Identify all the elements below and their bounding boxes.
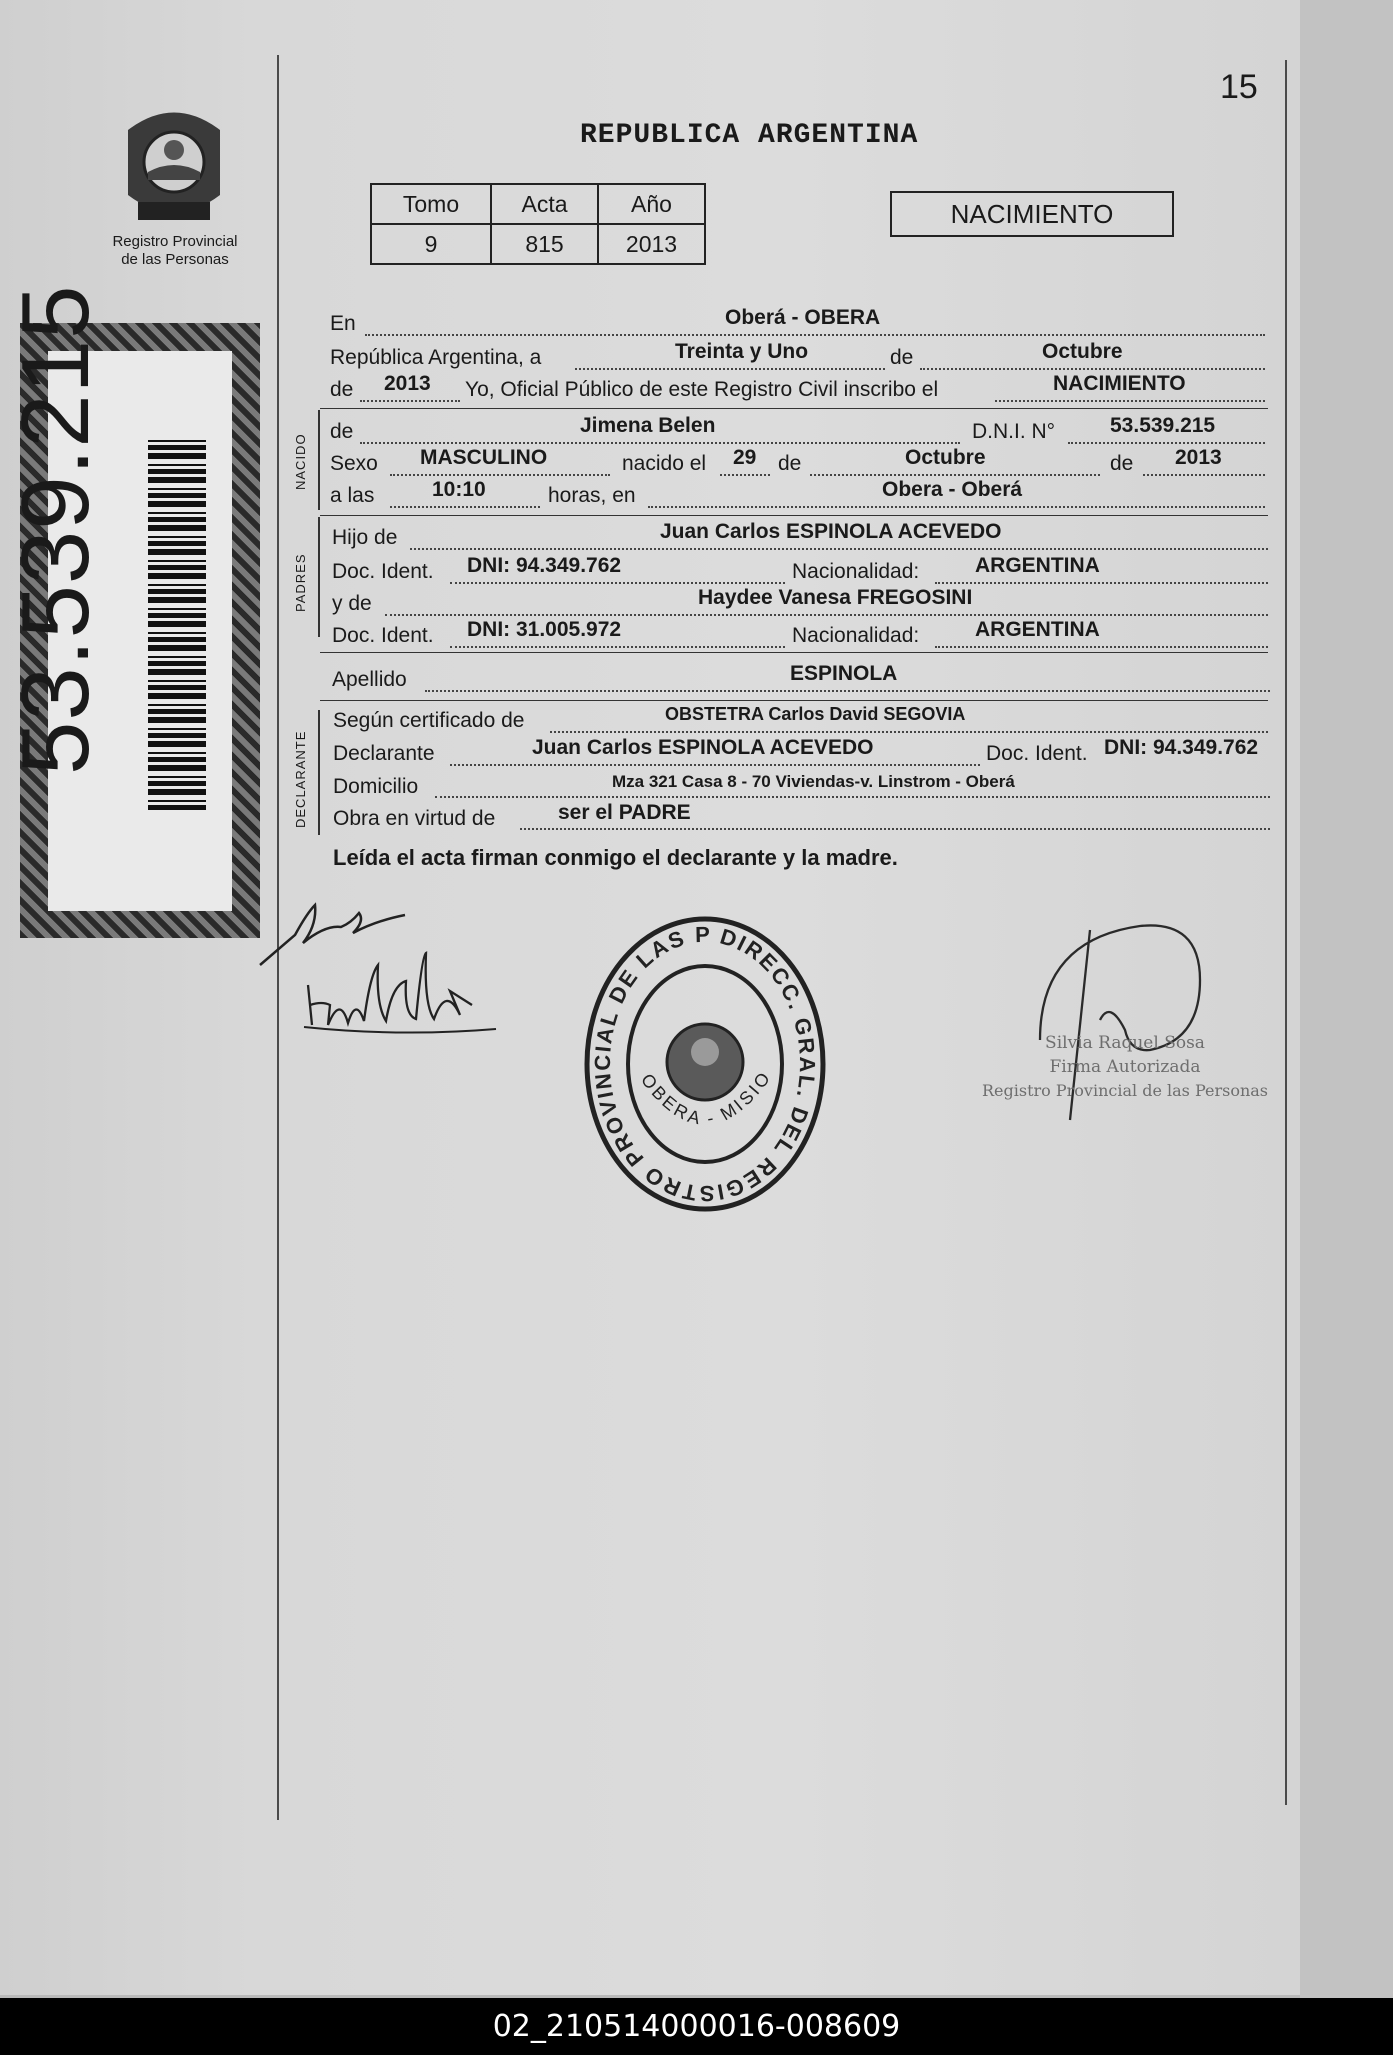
authority-title: Firma Autorizada	[1049, 1057, 1201, 1077]
dotted-line	[360, 442, 960, 444]
apellido-value: ESPINOLA	[790, 662, 898, 685]
province-logo	[118, 100, 230, 228]
dotted-line	[1143, 474, 1265, 476]
mother-name-value: Haydee Vanesa FREGOSINI	[698, 586, 973, 609]
dotted-line	[995, 400, 1265, 402]
sticker-barcode	[148, 440, 206, 810]
year-value: 2013	[384, 372, 431, 395]
scan-footer-id: 02_210514000016-008609	[0, 1998, 1393, 2055]
dotted-line	[425, 690, 1270, 692]
father-name-value: Juan Carlos ESPINOLA ACEVEDO	[660, 520, 1002, 543]
hijo-de-label: Hijo de	[332, 526, 398, 549]
mother-nat-value: ARGENTINA	[975, 618, 1100, 641]
sex-value: MASCULINO	[420, 446, 548, 469]
declarante-doc-value: DNI: 94.349.762	[1104, 736, 1259, 759]
dotted-line	[360, 400, 460, 402]
capacity-value: ser el PADRE	[558, 801, 691, 824]
dotted-line	[1068, 442, 1265, 444]
de-label: de	[890, 346, 914, 369]
birth-year-value: 2013	[1175, 446, 1222, 469]
record-header-tomo: Tomo	[371, 184, 491, 224]
birth-de-label: de	[778, 452, 802, 475]
right-rule	[1285, 60, 1287, 1805]
dotted-line	[450, 582, 785, 584]
dotted-line	[550, 731, 1268, 733]
obra-label: Obra en virtud de	[333, 807, 496, 830]
dotted-line	[450, 646, 785, 648]
day-words-value: Treinta y Uno	[675, 340, 809, 363]
declarante-label: Declarante	[333, 742, 435, 765]
dotted-line	[935, 582, 1268, 584]
padres-section-label: PADRES	[293, 553, 308, 612]
dni-label: D.N.I. N°	[972, 420, 1056, 443]
logo-caption	[95, 233, 255, 269]
father-nat-value: ARGENTINA	[975, 554, 1100, 577]
section-rule	[320, 515, 1268, 516]
birth-time-value: 10:10	[432, 478, 486, 501]
mother-doc-label: Doc. Ident.	[332, 624, 434, 647]
horas-label: horas, en	[548, 484, 636, 507]
dotted-line	[720, 474, 770, 476]
alas-label: a las	[330, 484, 375, 507]
record-value-tomo: 9	[371, 224, 491, 264]
dotted-line	[575, 368, 885, 370]
record-table	[370, 183, 706, 265]
sticker-id-number: 53.539.215	[2, 284, 109, 775]
birth-place-value: Obera - Oberá	[882, 478, 1023, 501]
dotted-line	[648, 506, 1265, 508]
father-nat-label: Nacionalidad:	[792, 560, 920, 583]
declarante-bracket	[318, 710, 320, 835]
statement-text: Yo, Oficial Público de este Registro Civil inscribo el	[465, 378, 939, 401]
dotted-line	[410, 548, 1268, 550]
nacido-el-label: nacido el	[622, 452, 707, 475]
apellido-label: Apellido	[332, 668, 407, 691]
republica-label: República Argentina, a	[330, 346, 542, 369]
padres-bracket	[318, 517, 320, 637]
section-rule	[320, 700, 1268, 701]
scan-margin	[1300, 0, 1393, 2000]
cert-value: OBSTETRA Carlos David SEGOVIA	[665, 704, 966, 724]
dotted-line	[390, 474, 610, 476]
address-value: Mza 321 Casa 8 - 70 Viviendas-v. Linstrom - Oberá	[612, 772, 1015, 791]
nacido-de-label: de	[330, 420, 354, 443]
closing-statement: Leída el acta firman conmigo el declarante y la madre.	[333, 845, 898, 870]
birth-de2-label: de	[1110, 452, 1134, 475]
dotted-line	[365, 334, 1265, 336]
father-doc-value: DNI: 94.349.762	[467, 554, 622, 577]
record-header-acta: Acta	[491, 184, 598, 224]
record-value-acta: 815	[491, 224, 598, 264]
dotted-line	[435, 796, 1270, 798]
dotted-line	[810, 474, 1100, 476]
nacido-bracket	[318, 410, 320, 510]
section-rule	[320, 408, 1268, 409]
authority-name: Silvia Raquel Sosa	[1045, 1033, 1205, 1053]
yde-label: y de	[332, 592, 372, 615]
dotted-line	[520, 828, 1270, 830]
de2-label: de	[330, 378, 354, 401]
official-seal	[580, 912, 830, 1217]
seal-inner-text: OBERA - MISIO	[636, 1066, 776, 1129]
record-type-box: NACIMIENTO	[890, 191, 1174, 237]
child-name-value: Jimena Belen	[580, 414, 716, 437]
father-doc-label: Doc. Ident.	[332, 560, 434, 583]
mother-doc-value: DNI: 31.005.972	[467, 618, 622, 641]
logo-caption-line1: Registro Provincial	[112, 233, 238, 250]
authority-office: Registro Provincial de las Personas	[981, 1081, 1269, 1100]
month-value: Octubre	[1042, 340, 1123, 363]
seal-ring-text: DIRECC. GRAL. DEL REGISTRO PROVINCIAL DE LAS P	[589, 921, 821, 1207]
declarante-doc-label: Doc. Ident.	[986, 742, 1088, 765]
record-header-ano: Año	[598, 184, 705, 224]
place-value: Oberá - OBERA	[725, 306, 881, 329]
en-label: En	[330, 312, 356, 335]
document-heading: REPUBLICA ARGENTINA	[580, 120, 919, 151]
declarante-name-value: Juan Carlos ESPINOLA ACEVEDO	[532, 736, 874, 759]
dotted-line	[920, 368, 1265, 370]
mother-nat-label: Nacionalidad:	[792, 624, 920, 647]
dotted-line	[390, 506, 540, 508]
birth-day-value: 29	[733, 446, 757, 469]
dotted-line	[450, 764, 980, 766]
cert-label: Según certificado de	[333, 709, 525, 732]
dotted-line	[385, 614, 1268, 616]
event-value: NACIMIENTO	[1053, 372, 1186, 395]
sexo-label: Sexo	[330, 452, 378, 475]
section-rule	[320, 652, 1268, 653]
declarant-signature	[300, 945, 500, 1035]
domicilio-label: Domicilio	[333, 775, 419, 798]
birth-month-value: Octubre	[905, 446, 986, 469]
nacido-section-label: NACIDO	[293, 433, 308, 490]
child-dni-value: 53.539.215	[1110, 414, 1216, 437]
logo-caption-line2: de las Personas	[121, 251, 229, 268]
declarante-section-label: DECLARANTE	[293, 730, 308, 828]
record-value-ano: 2013	[598, 224, 705, 264]
dotted-line	[935, 646, 1268, 648]
page-number: 15	[1220, 68, 1258, 106]
